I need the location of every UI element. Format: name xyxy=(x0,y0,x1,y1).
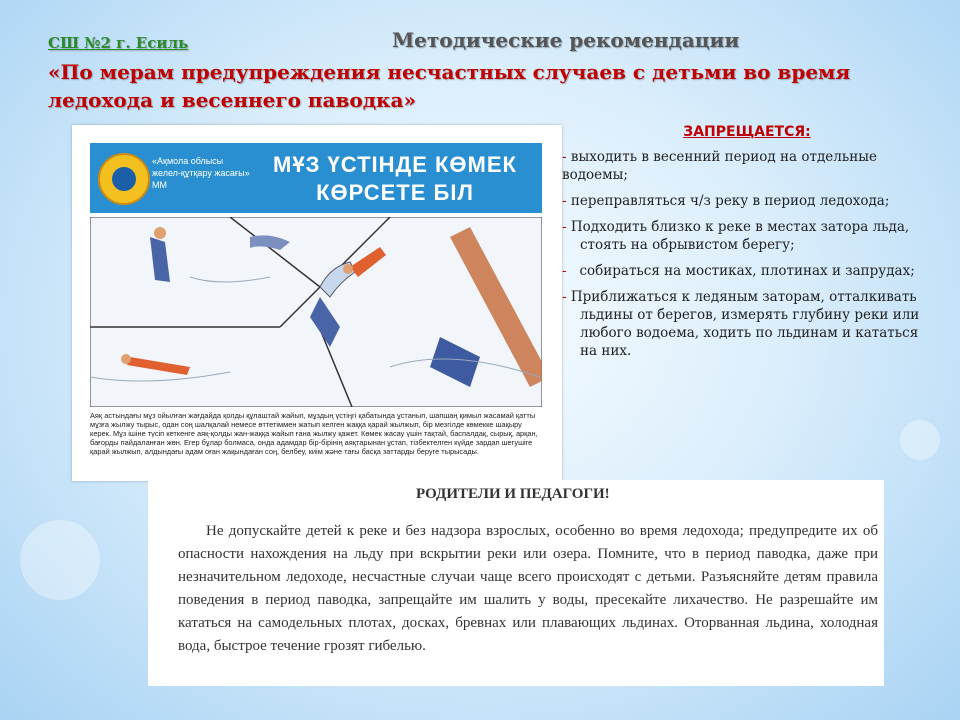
forbidden-item: - Приближаться к ледяным заторам, отталкивать льдины от берегов, измерять глубину реки или любого водоема, ходить по льдинам и кататься на них. xyxy=(562,289,920,359)
poster-header xyxy=(90,143,542,213)
forbidden-item: - собираться на мостиках, плотинах и запрудах; xyxy=(562,263,915,279)
poster-title: МҰЗ ҮСТІНДЕ КӨМЕК КӨРСЕТЕ БІЛ xyxy=(273,152,517,205)
page-subtitle: «По мерам предупреждения несчастных случаев с детьми во время ледохода и весеннего паводка» xyxy=(48,60,851,112)
forbidden-item: - выходить в весенний период на отдельные водоемы; xyxy=(562,149,877,183)
poster-ministry: «Ақмола облысы желел-құтқару жасағы» ММ xyxy=(152,156,250,190)
parents-text: Не допускайте детей к реке и без надзора взрослых, особенно во время ледохода; предупредите их об опасности нахождения на льду при вскрытии реки или озера. Помните, что в период паводка, даже при незначительном ледоходе, несчастные случаи чаще всего происходят с детьми. Разъясняйте детям правила поведения в период паводка, запрещайте им шалить у воды, пресекайте лихачество. Не разрешайте им кататься на самодельных плотах, досках, бревнах или плавающих льдинах. Оторванная льдина, холодная вода, быстрое течение грозят гибелью. xyxy=(178,523,878,654)
parents-notice xyxy=(148,480,884,686)
parents-heading: РОДИТЕЛИ И ПЕДАГОГИ! xyxy=(416,486,610,502)
forbidden-item: - Подходить близко к реке в местах затора льда, стоять на обрывистом берегу; xyxy=(562,219,910,253)
page-title: Методические рекомендации xyxy=(392,28,740,52)
safety-poster xyxy=(72,125,562,481)
forbidden-heading: ЗАПРЕЩАЕТСЯ: xyxy=(683,124,811,140)
poster-body-text: Аяқ астындағы мұз ойылған жағдайда қолды құлаштай жайып, мұздың үстіңгі қабатында ұстанып, шапшаң қимыл жасамай қатты мұзға жылжу тырыс, одан соң шалқалай немесе өттетіммен жатып келген жаққа қарай жылжып, бір мезгілде көмекке шақыру керек. Мұз ішіне түсіп кеткенге аяқ-қолды жан-жаққа жайып ғана жылжу қажет. Көмек жасау үшін тақтай, баспалдақ, сырық, арқан, бағорды пайдаланған жөн. Егер бұлар болмаса, онда адамдар бір-бірінің аяқтарынан ұстап, тізбектелген күйде зардап шегушіге қарай жылжып, алдындағы адам оған жақындаған соң, белбеу, киім және тағы басқа заттарды беруге тырысады. xyxy=(90,411,538,456)
background-bubble xyxy=(20,520,100,600)
ice-rescue-illustration xyxy=(90,217,542,407)
emblem-icon xyxy=(98,153,150,205)
forbidden-section xyxy=(562,124,932,368)
background-bubble xyxy=(900,420,940,460)
school-name[interactable]: СШ №2 г. Есиль xyxy=(48,34,189,52)
forbidden-item: - переправляться ч/з реку в период ледохода; xyxy=(562,193,890,209)
